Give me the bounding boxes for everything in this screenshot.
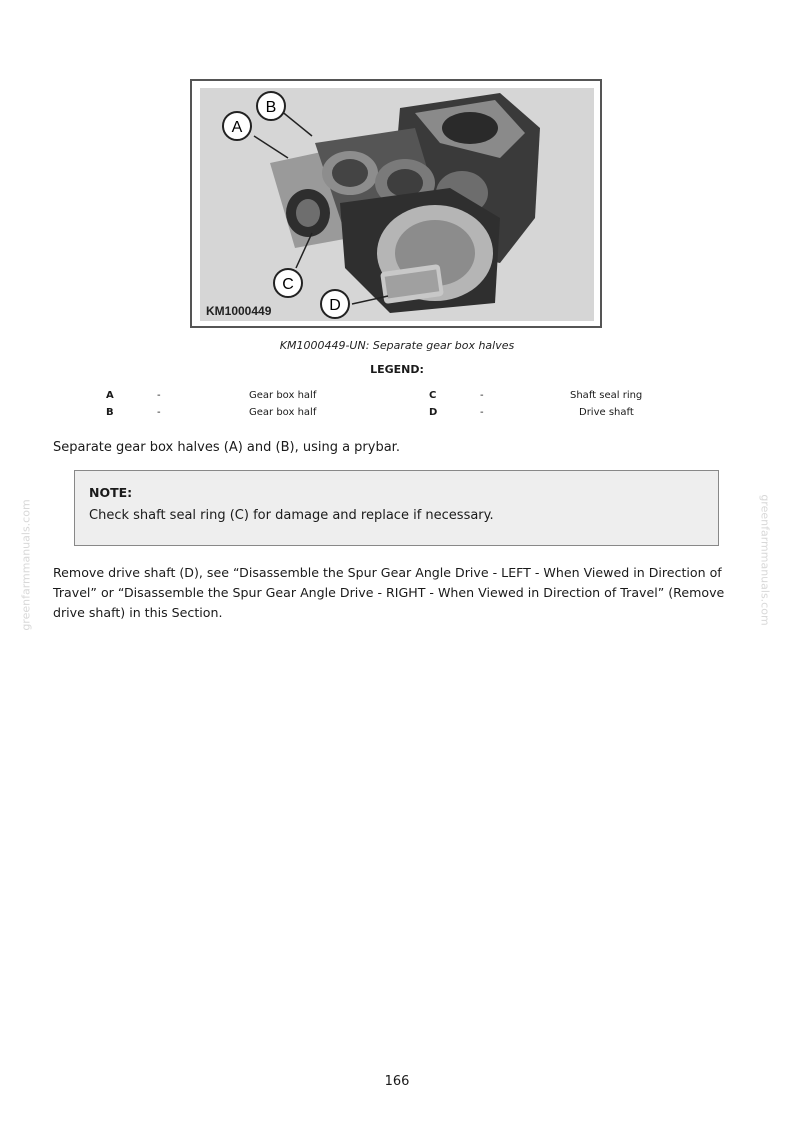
gearbox-illustration xyxy=(200,88,594,321)
legend-text-c: Shaft seal ring xyxy=(570,390,643,401)
page-number: 166 xyxy=(384,1074,410,1089)
legend-text-a: Gear box half xyxy=(249,390,317,401)
legend-row-1 xyxy=(0,390,794,404)
legend-dash-a: - xyxy=(157,390,161,401)
legend-text-d: Drive shaft xyxy=(579,407,634,418)
step-remove-line-2: Travel” or “Disassemble the Spur Gear Angle Drive - RIGHT - When Viewed in Direction of Travel” (Remove xyxy=(53,585,725,600)
legend-text-b: Gear box half xyxy=(249,407,317,418)
callout-b: B xyxy=(265,99,277,116)
legend-key-b: B xyxy=(106,407,114,418)
figure-caption: KM1000449-UN: Separate gear box halves xyxy=(279,339,515,352)
callout-d: D xyxy=(329,297,341,314)
step-separate-gearbox: Separate gear box halves (A) and (B), using a prybar. xyxy=(53,440,400,455)
legend-title: LEGEND: xyxy=(370,363,424,376)
legend-dash-d: - xyxy=(480,407,484,418)
step-remove-drive-shaft xyxy=(53,563,743,623)
legend-dash-c: - xyxy=(480,390,484,401)
note-text: Check shaft seal ring (C) for damage and replace if necessary. xyxy=(89,508,494,523)
callout-c: C xyxy=(282,276,294,293)
legend-key-d: D xyxy=(429,407,438,418)
step-remove-line-3: drive shaft) in this Section. xyxy=(53,605,223,620)
watermark-right: greenfarmmanuals.com xyxy=(758,494,772,626)
gearbox-photo xyxy=(200,88,594,321)
legend-dash-b: - xyxy=(157,407,161,418)
note-title: NOTE: xyxy=(89,485,133,500)
figure-id-label: KM1000449 xyxy=(206,304,272,318)
note-box xyxy=(74,470,719,546)
legend-key-a: A xyxy=(106,390,114,401)
step-remove-line-1: Remove drive shaft (D), see “Disassemble the Spur Gear Angle Drive - LEFT - When Viewed in Direction of xyxy=(53,565,722,580)
callout-a: A xyxy=(231,119,243,136)
figure-frame xyxy=(190,79,602,328)
watermark-left: greenfarmmanuals.com xyxy=(19,499,33,631)
legend-row-2 xyxy=(0,407,794,421)
legend-key-c: C xyxy=(429,390,437,401)
